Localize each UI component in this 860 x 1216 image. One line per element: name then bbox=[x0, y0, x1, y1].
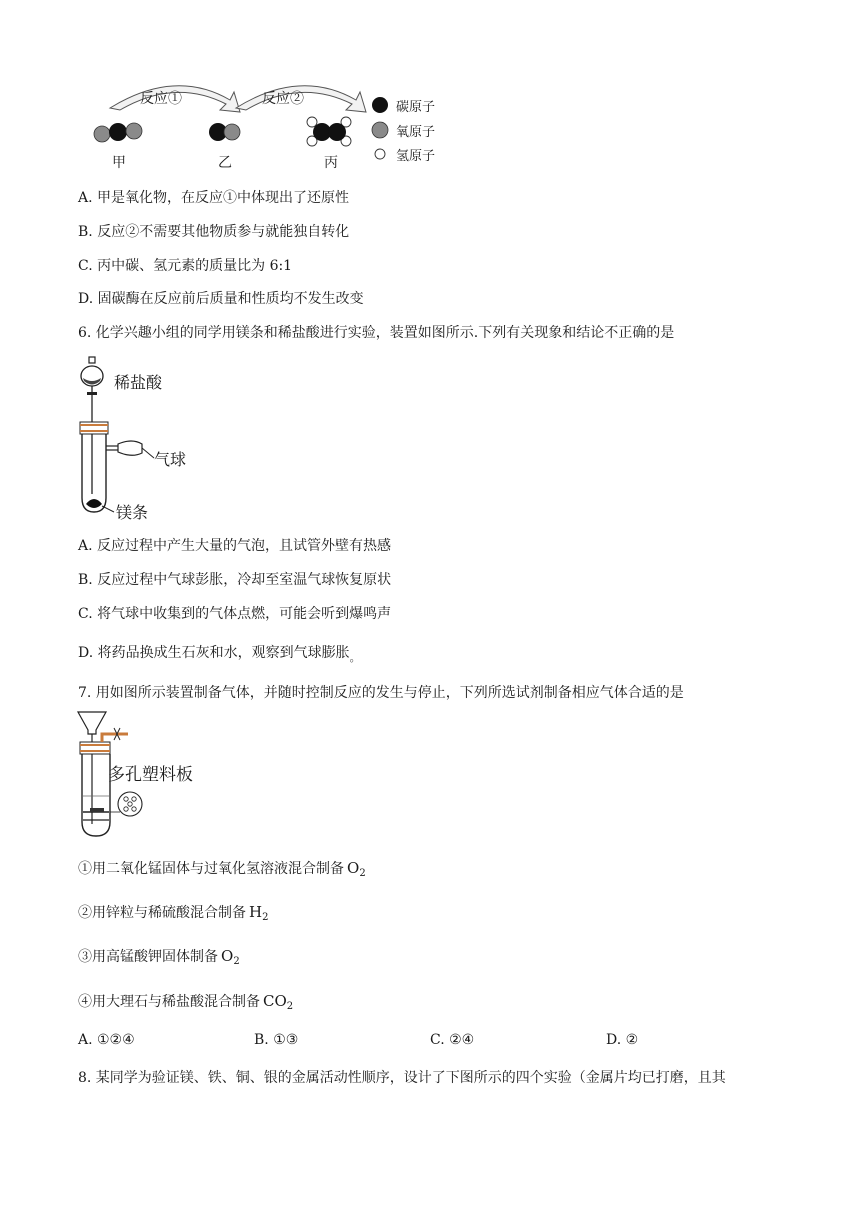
yi-oxygen-atom bbox=[224, 124, 240, 140]
q7-item-1-formula: O bbox=[347, 859, 360, 877]
q5-option-d: D. 固碳酶在反应前后质量和性质均不发生改变 bbox=[78, 291, 364, 307]
q5-option-b: B. 反应②不需要其他物质参与就能独自转化 bbox=[78, 224, 350, 240]
magnesium-label: 镁条 bbox=[116, 503, 149, 522]
q6-option-b: B. 反应过程中气球彭胀，冷却至室温气球恢复原状 bbox=[78, 572, 392, 588]
q7-item-2-formula: H bbox=[249, 903, 263, 921]
bing-hydrogen-atom-1 bbox=[307, 117, 317, 127]
q7-item-4-text: ④用大理石与稀盐酸混合制备 bbox=[78, 994, 260, 1010]
q7-item-1 bbox=[78, 858, 366, 879]
q7-option-c: C. ②④ bbox=[430, 1032, 475, 1048]
q7-item-2 bbox=[78, 902, 268, 923]
q6-option-a: A. 反应过程中产生大量的气泡，且试管外壁有热感 bbox=[78, 538, 392, 554]
bing-carbon-atom-2 bbox=[328, 123, 346, 141]
legend-carbon-atom bbox=[372, 97, 388, 113]
rubber-stopper bbox=[80, 422, 108, 434]
q5-option-a: A. 甲是氧化物，在反应①中体现出了还原性 bbox=[78, 190, 350, 206]
reaction1-label: 反应① bbox=[140, 91, 182, 107]
jia-oxygen-atom-right bbox=[126, 123, 142, 139]
rubber-stopper bbox=[80, 742, 110, 754]
q7-option-b: B. ①③ bbox=[254, 1032, 299, 1048]
q6-option-c: C. 将气球中收集到的气体点燃，可能会听到爆鸣声 bbox=[78, 606, 392, 622]
porous-plate-label: 多孔塑料板 bbox=[108, 765, 193, 785]
q7-stem: 7. 用如图所示装置制备气体，并随时控制反应的发生与停止，下列所选试剂制备相应气体合适的是 bbox=[78, 685, 684, 701]
reaction2-label: 反应② bbox=[262, 91, 304, 107]
jia-carbon-atom bbox=[109, 123, 127, 141]
q5-option-c: C. 丙中碳、氢元素的质量比为 6:1 bbox=[78, 258, 293, 274]
magnesium-ribbon bbox=[86, 499, 102, 508]
molecule-yi-label: 乙 bbox=[218, 155, 232, 171]
q7-item-3-text: ③用高锰酸钾固体制备 bbox=[78, 949, 218, 965]
q7-item-3-subscript: 2 bbox=[233, 956, 240, 967]
q6-stem: 6. 化学兴趣小组的同学用镁条和稀盐酸进行实验，装置如图所示.下列有关现象和结论不正确的是 bbox=[78, 325, 675, 341]
molecule-bing-label: 丙 bbox=[324, 155, 338, 171]
molecule-jia-label: 甲 bbox=[112, 155, 126, 171]
q6-option-d-text: D. 将药品换成生石灰和水，观察到气球膨胀 bbox=[78, 645, 350, 661]
balloon-label: 气球 bbox=[154, 450, 187, 469]
legend-carbon-label: 碳原子 bbox=[396, 100, 436, 115]
dilute-hcl-label: 稀盐酸 bbox=[114, 373, 163, 392]
q7-item-3-formula: O bbox=[221, 947, 234, 965]
q7-item-3 bbox=[78, 946, 240, 967]
q7-item-4 bbox=[78, 991, 293, 1012]
q6-option-d bbox=[78, 642, 361, 665]
q7-item-4-formula: CO bbox=[263, 992, 287, 1010]
q7-item-2-subscript: 2 bbox=[262, 912, 269, 923]
legend-hydrogen-atom bbox=[375, 149, 385, 159]
long-neck-funnel bbox=[78, 712, 106, 734]
jia-oxygen-atom-left bbox=[94, 126, 110, 142]
legend-hydrogen-label: 氢原子 bbox=[396, 149, 436, 164]
q6-option-d-tail: 。 bbox=[349, 651, 361, 664]
balloon bbox=[118, 441, 142, 455]
q7-item-4-subscript: 2 bbox=[286, 1001, 294, 1012]
q8-stem: 8. 某同学为验证镁、铁、铜、银的金属活动性顺序，设计了下图所示的四个实验（金属片均已打磨，且其 bbox=[78, 1070, 726, 1086]
q7-item-1-text: ①用二氧化锰固体与过氧化氢溶液混合制备 bbox=[78, 861, 344, 877]
test-tube bbox=[82, 754, 110, 836]
legend-oxygen-atom bbox=[372, 122, 388, 138]
q7-option-d: D. ② bbox=[606, 1032, 639, 1048]
legend-oxygen-label: 氧原子 bbox=[396, 125, 436, 140]
q7-option-a: A. ①②④ bbox=[78, 1032, 135, 1048]
q7-item-1-subscript: 2 bbox=[359, 868, 366, 879]
q7-item-2-text: ②用锌粒与稀硫酸混合制备 bbox=[78, 905, 246, 921]
